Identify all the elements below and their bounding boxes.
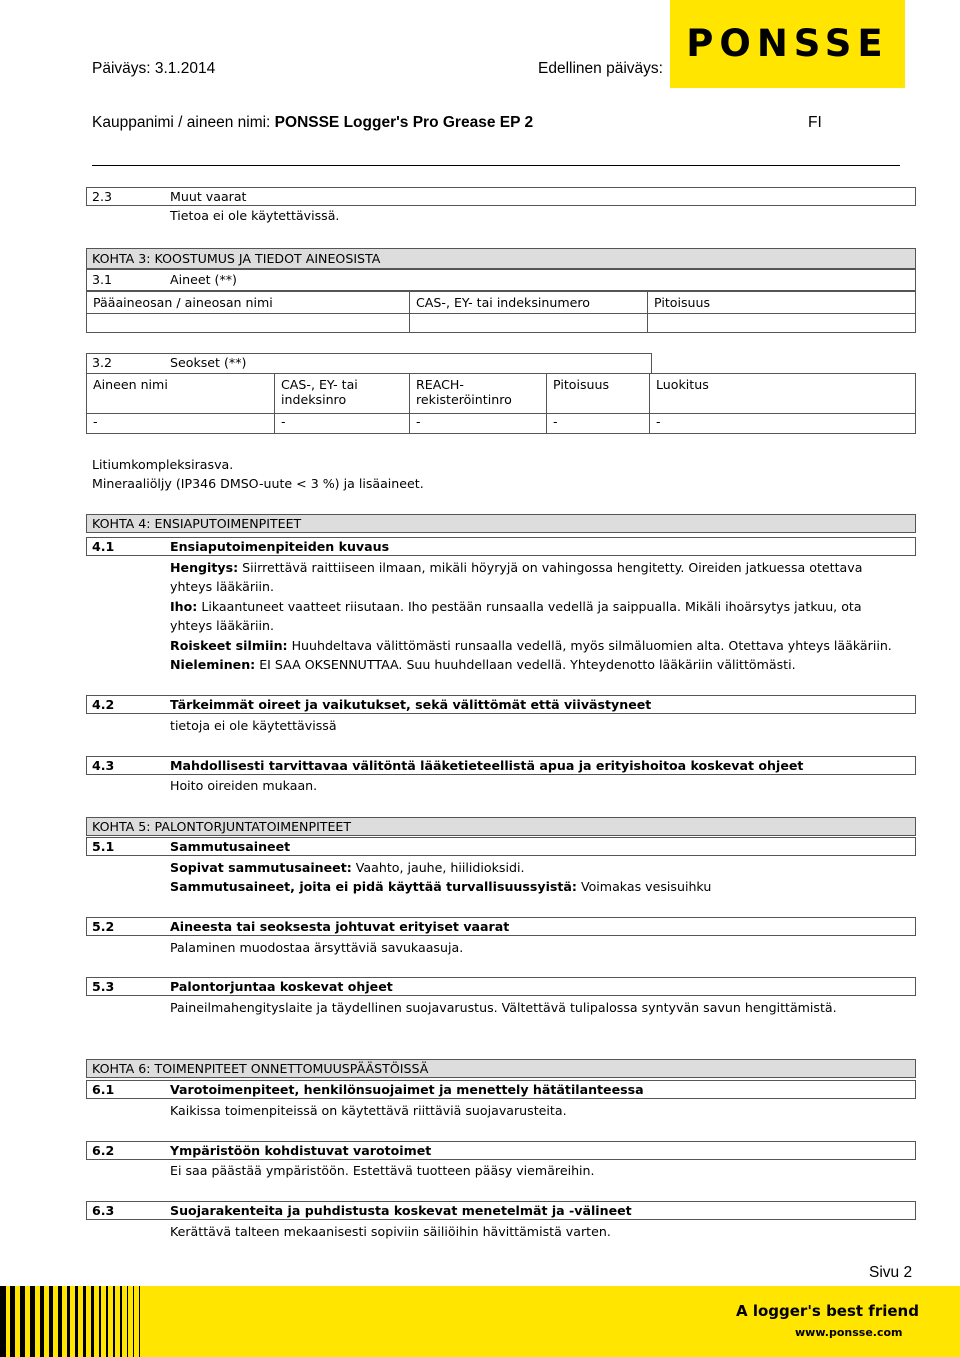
first-aid-ingestion	[170, 657, 796, 672]
first-aid-skin-cont: yhteys lääkäriin.	[170, 618, 275, 633]
section-3-2-title: Seokset (**)	[170, 355, 247, 370]
section-4-3-text: Hoito oireiden mukaan.	[170, 778, 318, 793]
ponsse-logo	[670, 0, 905, 88]
mix-cell: -	[650, 414, 916, 434]
footer-stripe	[99, 1286, 101, 1357]
mix-cell: -	[547, 414, 650, 434]
mix-header-reach	[410, 374, 547, 414]
footer-stripe	[0, 1286, 6, 1357]
section-6-3-text: Kerättävä talteen mekaanisesti sopiviin säiliöihin hävittämistä varten.	[170, 1224, 611, 1239]
suitable-extinguishers-text: Vaahto, jauhe, hiilidioksidi.	[351, 860, 525, 875]
mix-header-name: Aineen nimi	[87, 374, 275, 414]
suitable-extinguishers	[170, 860, 524, 875]
subst-cell	[410, 314, 648, 333]
footer-stripe	[30, 1286, 35, 1357]
footer-url: www.ponsse.com	[795, 1326, 903, 1339]
unsuitable-extinguishers	[170, 879, 711, 894]
eyes-text: Huuhdeltava välittömästi runsaalla vedellä, myös silmäluomien alta. Otettava yhteys lääkäriin.	[287, 638, 892, 653]
section-4-3-number: 4.3	[92, 758, 115, 773]
section-6-3-number: 6.3	[92, 1203, 115, 1218]
footer-band	[0, 1286, 960, 1357]
mix-header-cas-line1: CAS-, EY- tai	[281, 377, 358, 392]
footer-stripe	[120, 1286, 122, 1357]
section-6-3-title: Suojarakenteita ja puhdistusta koskevat menetelmät ja -välineet	[170, 1203, 632, 1218]
section-5-1-number: 5.1	[92, 839, 115, 854]
subst-header-name: Pääaineosan / aineosan nimi	[87, 292, 410, 314]
footer-stripe	[127, 1286, 128, 1357]
product-line	[92, 114, 533, 132]
footer-stripe	[49, 1286, 53, 1357]
section-2-3-text: Tietoa ei ole käytettävissä.	[170, 208, 340, 223]
mix-header-classification: Luokitus	[650, 374, 916, 414]
section-4-1-number: 4.1	[92, 539, 115, 554]
section-5-heading: KOHTA 5: PALONTORJUNTATOIMENPITEET	[92, 819, 352, 834]
unsuitable-extinguishers-text: Voimakas vesisuihku	[576, 879, 712, 894]
inhalation-text: Siirrettävä raittiiseen ilmaan, mikäli höyryjä on vahingossa hengitetty. Oireiden jatkuessa otettava	[238, 560, 863, 575]
footer-stripe	[75, 1286, 78, 1357]
page-number: Sivu 2	[869, 1264, 913, 1281]
language-code: FI	[808, 114, 822, 131]
section-6-1-number: 6.1	[92, 1082, 115, 1097]
composition-note-1: Litiumkompleksirasva.	[92, 457, 234, 472]
section-5-3-number: 5.3	[92, 979, 115, 994]
section-6-heading: KOHTA 6: TOIMENPITEET ONNETTOMUUSPÄÄSTÖISSÄ	[92, 1061, 429, 1076]
mix-cell: -	[87, 414, 275, 434]
unsuitable-extinguishers-label: Sammutusaineet, joita ei pidä käyttää turvallisuussyistä:	[170, 879, 577, 894]
section-5-2-title: Aineesta tai seoksesta johtuvat erityiset vaarat	[170, 919, 510, 934]
first-aid-inhalation-cont: yhteys lääkäriin.	[170, 579, 275, 594]
section-3-heading: KOHTA 3: KOOSTUMUS JA TIEDOT AINEOSISTA	[92, 251, 381, 266]
section-6-2-title: Ympäristöön kohdistuvat varotoimet	[170, 1143, 432, 1158]
skin-text: Likaantuneet vaatteet riisutaan. Iho pestään runsaalla vedellä ja saippualla. Mikäli ihoärsytys jatkuu, ota	[197, 599, 862, 614]
footer-tagline: A logger's best friend	[736, 1302, 919, 1320]
section-4-3-title: Mahdollisesti tarvittavaa välitöntä lääketieteellistä apua ja erityishoitoa koskevat ohjeet	[170, 758, 804, 773]
section-3-1-title: Aineet (**)	[170, 272, 237, 287]
inhalation-label: Hengitys:	[170, 560, 239, 575]
first-aid-eyes	[170, 638, 892, 653]
subst-cell	[87, 314, 410, 333]
previous-date: Edellinen päiväys:	[538, 60, 663, 77]
footer-stripe	[139, 1286, 140, 1357]
product-prefix: Kauppanimi / aineen nimi:	[92, 114, 275, 131]
section-3-2-number: 3.2	[92, 355, 113, 370]
substance-table	[86, 291, 916, 333]
mixture-table	[86, 373, 916, 434]
logo-text: PONSSE	[686, 22, 889, 65]
section-6-1-title: Varotoimenpiteet, henkilönsuojaimet ja menettely hätätilanteessa	[170, 1082, 644, 1097]
ingestion-label: Nieleminen:	[170, 657, 256, 672]
footer-stripe	[67, 1286, 70, 1357]
section-6-2-text: Ei saa päästää ympäristöön. Estettävä tuotteen pääsy viemäreihin.	[170, 1163, 595, 1178]
section-5-2-text: Palaminen muodostaa ärsyttäviä savukaasuja.	[170, 940, 464, 955]
section-4-2-title: Tärkeimmät oireet ja vaikutukset, sekä välittömät että viivästyneet	[170, 697, 652, 712]
section-2-3-number: 2.3	[92, 189, 113, 204]
first-aid-inhalation	[170, 560, 862, 575]
header-rule	[92, 165, 900, 166]
subst-cell	[648, 314, 916, 333]
footer-stripe	[40, 1286, 44, 1357]
mix-header-reach-line1: REACH-	[416, 377, 464, 392]
section-5-1-title: Sammutusaineet	[170, 839, 291, 854]
section-6-2-number: 6.2	[92, 1143, 115, 1158]
footer-stripe	[106, 1286, 108, 1357]
section-5-2-number: 5.2	[92, 919, 115, 934]
suitable-extinguishers-label: Sopivat sammutusaineet:	[170, 860, 352, 875]
section-5-3-text: Paineilmahengityslaite ja täydellinen suojavarustus. Vältettävä tulipalossa syntyvän savun hengittämistä.	[170, 1000, 837, 1015]
document-date: Päiväys: 3.1.2014	[92, 60, 216, 77]
first-aid-skin	[170, 599, 862, 614]
footer-stripe	[133, 1286, 134, 1357]
composition-note-2: Mineraaliöljy (IP346 DMSO-uute < 3 %) ja lisäaineet.	[92, 476, 424, 491]
footer-stripe	[83, 1286, 86, 1357]
section-6-1-text: Kaikissa toimenpiteissä on käytettävä riittäviä suojavarusteita.	[170, 1103, 567, 1118]
eyes-label: Roiskeet silmiin:	[170, 638, 288, 653]
product-name: PONSSE Logger's Pro Grease EP 2	[274, 114, 534, 131]
footer-stripe	[10, 1286, 15, 1357]
footer-stripe	[113, 1286, 115, 1357]
mix-header-concentration: Pitoisuus	[547, 374, 650, 414]
section-4-2-number: 4.2	[92, 697, 115, 712]
mix-cell: -	[275, 414, 410, 434]
subst-header-concentration: Pitoisuus	[648, 292, 916, 314]
section-4-2-text: tietoja ei ole käytettävissä	[170, 718, 337, 733]
section-4-1-title: Ensiaputoimenpiteiden kuvaus	[170, 539, 390, 554]
section-3-1-number: 3.1	[92, 272, 113, 287]
footer-stripe	[20, 1286, 25, 1357]
subst-header-cas: CAS-, EY- tai indeksinumero	[410, 292, 648, 314]
mix-cell: -	[410, 414, 547, 434]
section-2-3-title: Muut vaarat	[170, 189, 247, 204]
footer-stripe	[58, 1286, 62, 1357]
footer-stripe	[91, 1286, 94, 1357]
mix-header-reach-line2: rekisteröintinro	[416, 392, 512, 407]
section-4-heading: KOHTA 4: ENSIAPUTOIMENPITEET	[92, 516, 302, 531]
section-5-3-title: Palontorjuntaa koskevat ohjeet	[170, 979, 393, 994]
ingestion-text: EI SAA OKSENNUTTAA. Suu huuhdellaan vedellä. Yhteydenotto lääkäriin välittömästi.	[255, 657, 796, 672]
skin-label: Iho:	[170, 599, 198, 614]
mix-header-cas	[275, 374, 410, 414]
mix-header-cas-line2: indeksinro	[281, 392, 347, 407]
